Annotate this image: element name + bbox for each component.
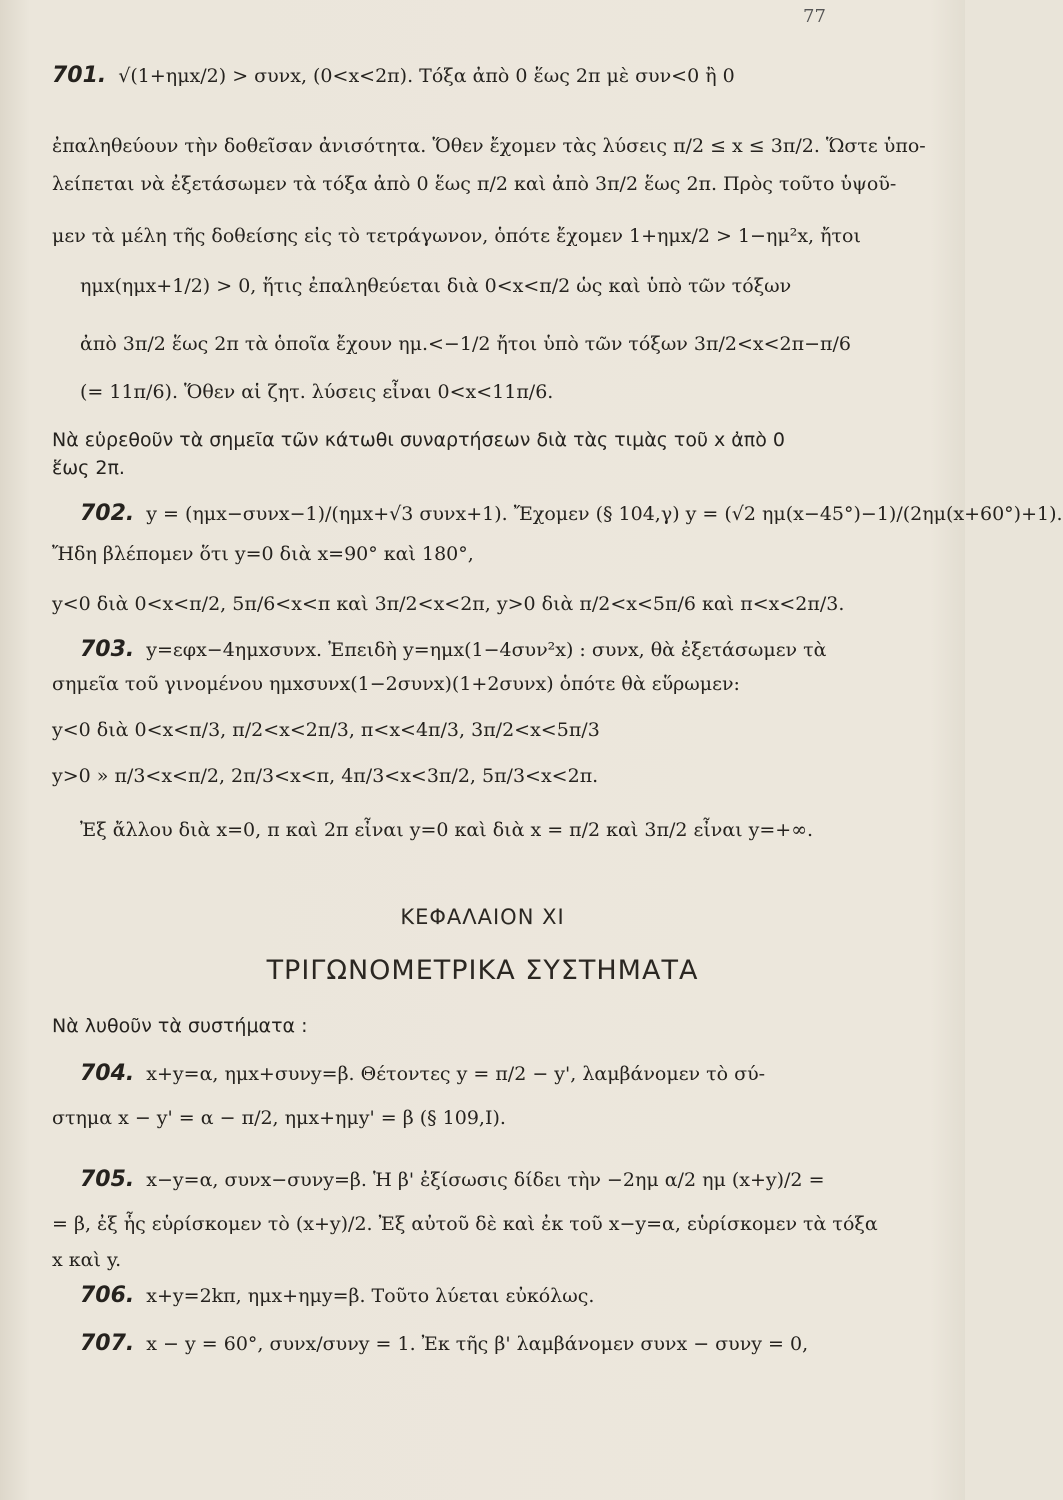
problem-text: x+y=α, ημx+συνy=β. Θέτοντες y = π/2 − y', λαμβάνομεν τὸ σύ- <box>146 1063 766 1085</box>
section-instruction: ἕως 2π. <box>52 457 125 479</box>
problem-number: 705. <box>80 1167 135 1192</box>
chapter-label: ΚΕΦΑΛΑΙΟΝ XI <box>400 905 565 929</box>
chapter-title: ΤΡΙΓΩΝΟΜΕΤΡΙΚΑ ΣΥΣΤΗΜΑΤΑ <box>266 955 699 986</box>
problem-text: x − y = 60°, συνx/συνy = 1. Ἐκ τῆς β' λαμβάνομεν συνx − συνy = 0, <box>146 1333 809 1355</box>
problem-number: 704. <box>80 1061 135 1086</box>
text-line: = β, ἐξ ἧς εὑρίσκομεν τὸ (x+y)/2. Ἐξ αὐτοῦ δὲ καὶ ἐκ τοῦ x−y=α, εὑρίσκομεν τὰ τόξα <box>52 1213 878 1235</box>
text-line: ἀπὸ 3π/2 ἕως 2π τὰ ὁποῖα ἔχουν ημ.<−1/2 ἤτοι ὑπὸ τῶν τόξων 3π/2<x<2π−π/6 <box>80 333 851 355</box>
section-instruction: Νὰ λυθοῦν τὰ συστήματα : <box>52 1015 308 1037</box>
text-line: x καὶ y. <box>52 1249 122 1271</box>
problem-number: 701. <box>52 63 107 88</box>
problem-703 <box>80 636 910 664</box>
text-line: y>0 » π/3<x<π/2, 2π/3<x<π, 4π/3<x<3π/2, 5π/3<x<2π. <box>52 765 599 787</box>
problem-text: y = (ημx−συνx−1)/(ημx+√3 συνx+1). Ἔχομεν (§ 104,γ) y = (√2 ημ(x−45°)−1)/(2ημ(x+60°)+1). <box>146 503 1063 525</box>
text-line <box>52 62 912 90</box>
problem-number: 702. <box>80 501 135 526</box>
problem-text: x+y=2kπ, ημx+ημy=β. Τοῦτο λύεται εὐκόλως. <box>146 1285 595 1307</box>
text-line: ἐπαληθεύουν τὴν δοθεῖσαν ἀνισότητα. Ὅθεν ἔχομεν τὰς λύσεις π/2 ≤ x ≤ 3π/2. Ὥστε ὑπο- <box>52 135 926 157</box>
text-line: ημx(ημx+1/2) > 0, ἥτις ἐπαληθεύεται διὰ 0<x<π/2 ὡς καὶ ὑπὸ τῶν τόξων <box>80 275 792 297</box>
problem-number: 703. <box>80 637 135 662</box>
text-line: Ἤδη βλέπομεν ὅτι y=0 διὰ x=90° καὶ 180°, <box>52 543 474 565</box>
page-number: 77 <box>803 6 826 27</box>
problem-number: 706. <box>80 1283 135 1308</box>
text-line: λείπεται νὰ ἐξετάσωμεν τὰ τόξα ἀπὸ 0 ἕως π/2 καὶ ἀπὸ 3π/2 ἕως 2π. Πρὸς τοῦτο ὑψοῦ- <box>52 173 897 195</box>
text-line: μεν τὰ μέλη τῆς δοθείσης εἰς τὸ τετράγωνον, ὁπότε ἔχομεν 1+ημx/2 > 1−ημ²x, ἤτοι <box>52 225 861 247</box>
text-line: σημεῖα τοῦ γινομένου ημxσυνx(1−2συνx)(1+2συνx) ὁπότε θὰ εὕρωμεν: <box>52 673 740 695</box>
problem-text: y=εφx−4ημxσυνx. Ἐπειδὴ y=ημx(1−4συν²x) : συνx, θὰ ἐξετάσωμεν τὰ <box>146 639 827 661</box>
text-line: (= 11π/6). Ὅθεν αἱ ζητ. λύσεις εἶναι 0<x<11π/6. <box>80 381 554 403</box>
problem-706 <box>80 1282 910 1310</box>
problem-705 <box>80 1166 910 1194</box>
problem-text: √(1+ημx/2) > συνx, (0<x<2π). Τόξα ἀπὸ 0 ἕως 2π μὲ συν<0 ἢ 0 <box>118 65 735 87</box>
text-line: y<0 διὰ 0<x<π/2, 5π/6<x<π καὶ 3π/2<x<2π, y>0 διὰ π/2<x<5π/6 καὶ π<x<2π/3. <box>52 593 845 615</box>
text-line: y<0 διὰ 0<x<π/3, π/2<x<2π/3, π<x<4π/3, 3π/2<x<5π/3 <box>52 719 600 741</box>
problem-704 <box>80 1060 910 1088</box>
problem-number: 707. <box>80 1331 135 1356</box>
problem-707 <box>80 1330 910 1358</box>
text-line: Ἐξ ἄλλου διὰ x=0, π καὶ 2π εἶναι y=0 καὶ διὰ x = π/2 καὶ 3π/2 εἶναι y=+∞. <box>80 819 814 841</box>
section-instruction: Νὰ εὑρεθοῦν τὰ σημεῖα τῶν κάτωθι συναρτήσεων διὰ τὰς τιμὰς τοῦ x ἀπὸ 0 <box>52 429 786 451</box>
problem-text: x−y=α, συνx−συνy=β. Ἡ β' ἐξίσωσις δίδει τὴν −2ημ α/2 ημ (x+y)/2 = <box>146 1169 825 1191</box>
problem-702 <box>80 500 1063 528</box>
text-line: στημα x − y' = α − π/2, ημx+ημy' = β (§ 109,I). <box>52 1107 506 1129</box>
